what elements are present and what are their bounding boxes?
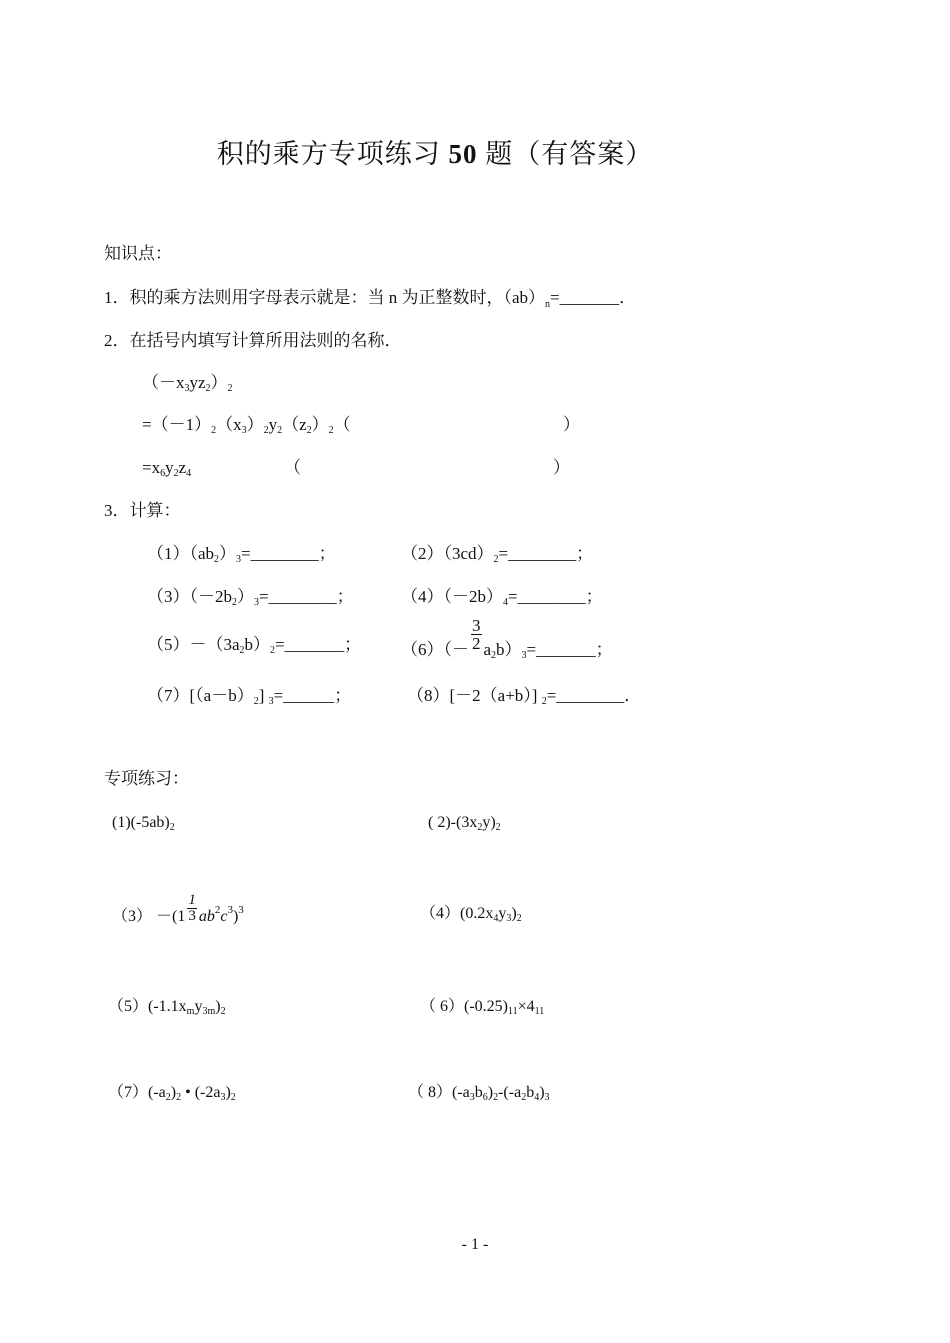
practice-item-8: （ 8）(-a3b6)2-(-a2b4)3 xyxy=(408,1084,550,1103)
practice-item-3: （3） －(1 $\frac{1}{3}$ $ab^2c^3)^3$ xyxy=(112,892,244,926)
practice-item-4: （4）(0.2x4y3)2 xyxy=(420,905,522,924)
paren-close-3: ） xyxy=(553,458,570,477)
calc-item-6: （6）（－ $\frac{3}{2}$ a2b）3=_______； xyxy=(401,616,613,662)
expression-line-1: （－x3yz2）2 xyxy=(142,373,233,394)
expression-line-3: =x6y2z4 xyxy=(142,458,192,479)
practice-item-7: （7）(-a2)2 • (-2a3)2 xyxy=(108,1084,236,1103)
calc-item-5: （5）－（3a2b）2=_______； xyxy=(147,635,362,656)
paren-close-2: ） xyxy=(563,415,580,434)
practice-item-1: (1)(-5ab)2 xyxy=(112,814,175,833)
knowledge-item-1: 1．积的乘方法则用字母表示就是：当 n 为正整数时，$(ab)_n=\_\_\_\_\_\_\_$． xyxy=(104,288,637,310)
practice-item-2: ( 2)-(3x2y)2 xyxy=(428,814,501,833)
practice-heading: 专项练习： xyxy=(104,769,189,788)
calc-item-8: （8）[－2（a+b）] 2=________． xyxy=(407,686,642,707)
paren-open-3: （ xyxy=(284,458,301,477)
expression-line-2: =（－1）2（x3）2y2（z2）2（ xyxy=(142,415,351,436)
calc-item-3: （3）（－2b2）3=________； xyxy=(147,587,354,608)
page-number: - 1 - xyxy=(461,1236,489,1253)
practice-item-5: （5）(-1.1xmy3m)2 xyxy=(108,998,226,1017)
knowledge-item-3: 3．计算： xyxy=(104,501,181,520)
calc-item-7: （7）[（a－b）2] 3=______； xyxy=(147,686,352,707)
calc-item-2: （2）（3cd）2=________； xyxy=(401,544,594,565)
calc-item-1: （1）（ab2）3=________； xyxy=(147,544,336,565)
calc-item-4: （4）（－2b）4=________； xyxy=(401,587,603,608)
practice-item-6: （ 6）(-0.25)11×411 xyxy=(420,998,545,1017)
knowledge-heading: 知识点： xyxy=(104,244,172,263)
page-title: 积的乘方专项练习 50 题（有答案） xyxy=(216,139,654,169)
knowledge-item-2: 2．在括号内填写计算所用法则的名称． xyxy=(104,331,402,350)
